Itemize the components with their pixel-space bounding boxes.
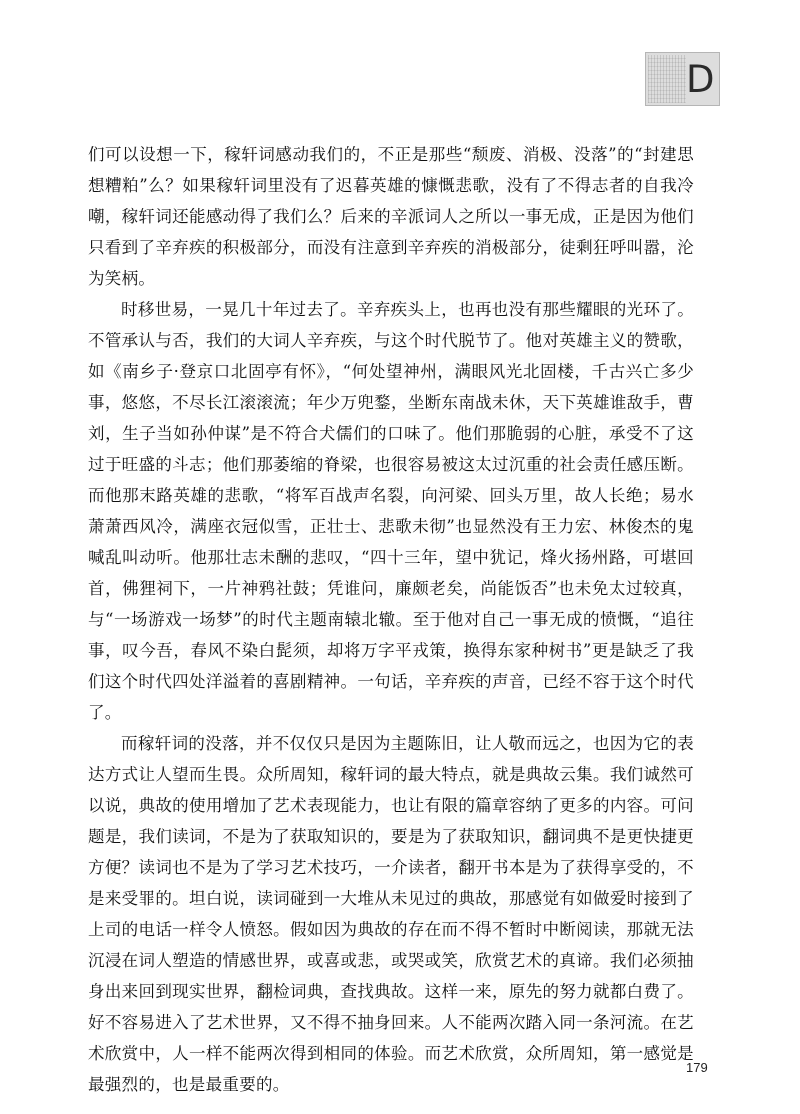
paragraph-continued: 们可以设想一下，稼轩词感动我们的，不正是那些“颓废、消极、没落”的“封建思想糟粕”么？如果稼轩词里没有了迟暮英雄的慷慨悲歌，没有了不得志者的自我冷嘲，稼轩词还能感动得了我们么？后来的辛派词人之所以一事无成，正是因为他们只看到了辛弃疾的积极部分，而没有注意到辛弃疾的消极部分，徒剩狂呼叫嚣，沦为笑柄。 (88, 145, 694, 288)
paragraph: 时移世易，一晃几十年过去了。辛弃疾头上，也再也没有那些耀眼的光环了。不管承认与否，我们的大词人辛弃疾，与这个时代脱节了。他对英雄主义的赞歌，如《南乡子·登京口北固亭有怀》，“何处望神州，满眼风光北固楼，千古兴亡多少事，悠悠，不尽长江滚滚流；年少万兜鍪，坐断东南战未休，天下英雄谁敌手，曹刘，生子当如孙仲谋”是不符合犬儒们的口味了。他们那脆弱的心脏，承受不了这过于旺盛的斗志；他们那萎缩的脊梁，也很容易被这太过沉重的社会责任感压断。而他那末路英雄的悲歌，“将军百战声名裂，向河梁、回头万里，故人长绝；易水萧萧西风冷，满座衣冠似雪，正壮士、悲歌未彻”也显然没有王力宏、林俊杰的鬼喊乱叫动听。他那壮志未酬的悲叹，“四十三年，望中犹记，烽火扬州路，可堪回首，佛狸祠下，一片神鸦社鼓；凭谁问，廉颇老矣，尚能饭否”也未免太过较真，与“一场游戏一场梦”的时代主题南辕北辙。至于他对自己一事无成的愤慨，“追往事，叹今吾，春风不染白髭须，却将万字平戎策，换得东家种树书”更是缺乏了我们这个时代四处洋溢着的喜剧精神。一句话，辛弃疾的声音，已经不容于这个时代了。 (88, 300, 694, 722)
section-tab (645, 52, 720, 106)
tab-pattern (648, 55, 686, 103)
page-number: 179 (686, 1060, 708, 1075)
paragraph: 而稼轩词的没落，并不仅仅只是因为主题陈旧，让人敬而远之，也因为它的表达方式让人望而生畏。众所周知，稼轩词的最大特点，就是典故云集。我们诚然可以说，典故的使用增加了艺术表现能力，也让有限的篇章容纳了更多的内容。可问题是，我们读词，不是为了获取知识的，要是为了获取知识，翻词典不是更快捷更方便？读词也不是为了学习艺术技巧，一介读者，翻开书本是为了获得享受的，不是来受罪的。坦白说，读词碰到一大堆从未见过的典故，那感觉有如做爱时接到了上司的电话一样令人愤怒。假如因为典故的存在而不得不暂时中断阅读，那就无法沉浸在词人塑造的情感世界，或喜或悲，或哭或笑，欣赏艺术的真谛。我们必须抽身出来回到现实世界，翻检词典，查找典故。这样一来，原先的努力就都白费了。好不容易进入了艺术世界，又不得不抽身回来。人不能两次踏入同一条河流。在艺术欣赏中，人一样不能两次得到相同的体验。而艺术欣赏，众所周知，第一感觉是最强烈的，也是最重要的。 (88, 734, 694, 1094)
body-text (88, 139, 694, 1100)
section-letter: D (686, 58, 715, 101)
